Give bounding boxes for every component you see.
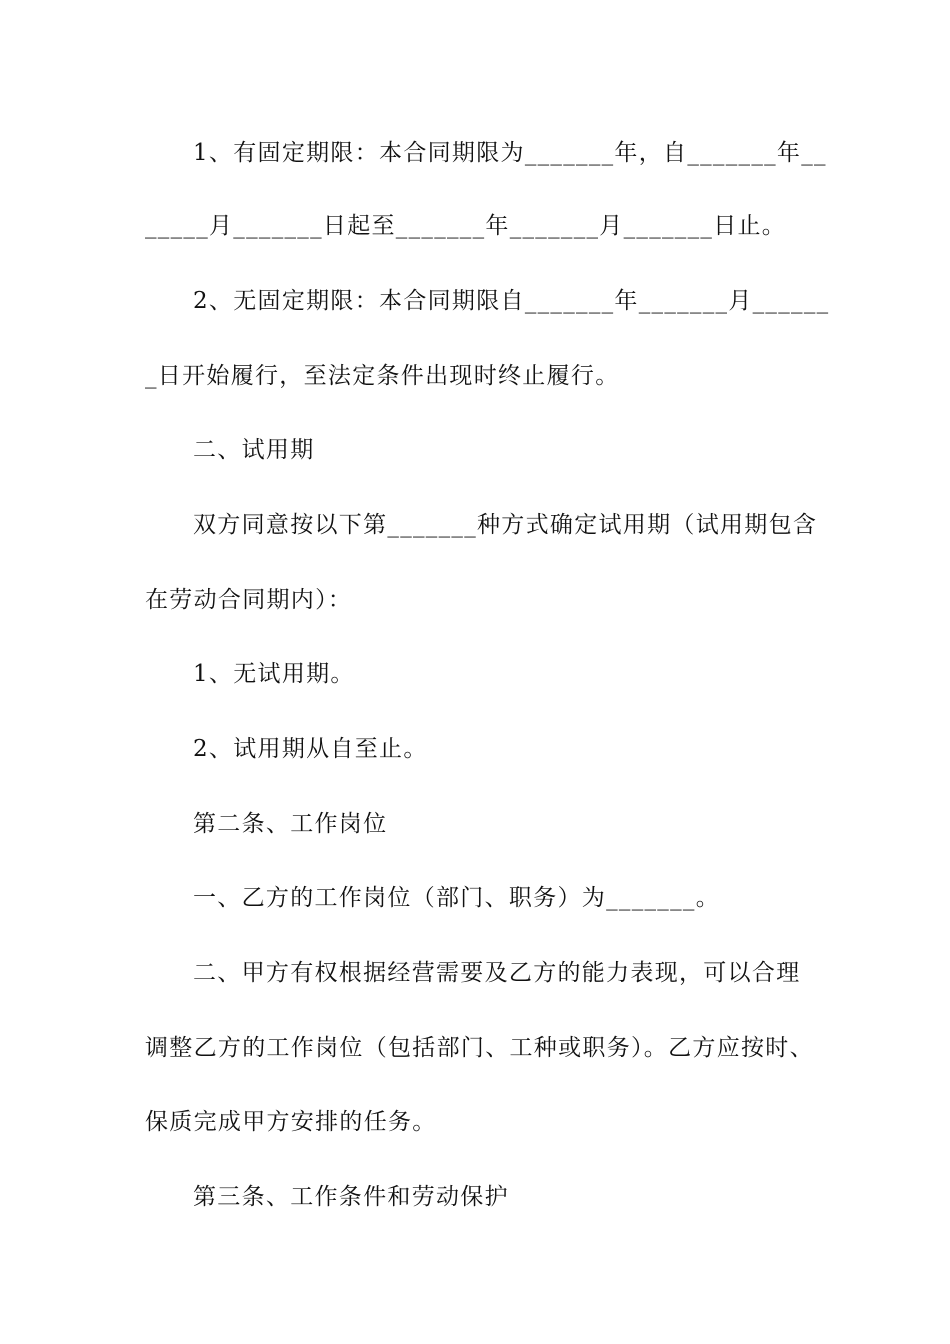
open-term-clause-line-2: _日开始履行，至法定条件出现时终止履行。	[145, 363, 620, 389]
article-3-heading: 第三条、工作条件和劳动保护	[193, 1184, 509, 1210]
probation-heading: 二、试用期	[193, 437, 315, 463]
probation-intro-line-1: 双方同意按以下第_______种方式确定试用期（试用期包含	[193, 512, 818, 538]
article-2-item-2-line-2: 调整乙方的工作岗位（包括部门、工种或职务）。乙方应按时、	[145, 1035, 814, 1061]
fixed-term-clause-line-1: 1、有固定期限：本合同期限为_______年，自_______年__	[193, 140, 827, 166]
article-2-item-1: 一、乙方的工作岗位（部门、职务）为_______。	[193, 885, 720, 911]
open-term-clause-line-1: 2、无固定期限：本合同期限自_______年_______月______	[193, 288, 830, 314]
article-2-heading: 第二条、工作岗位	[193, 811, 388, 837]
probation-option-1: 1、无试用期。	[193, 661, 355, 687]
article-2-item-2-line-3: 保质完成甲方安排的任务。	[145, 1109, 437, 1135]
probation-intro-line-2: 在劳动合同期内）：	[145, 587, 353, 613]
probation-option-2: 2、试用期从自至止。	[193, 736, 428, 762]
fixed-term-clause-line-2: _____月_______日起至_______年_______月_______日止。	[145, 213, 787, 239]
article-2-item-2-line-1: 二、甲方有权根据经营需要及乙方的能力表现，可以合理	[193, 960, 801, 986]
